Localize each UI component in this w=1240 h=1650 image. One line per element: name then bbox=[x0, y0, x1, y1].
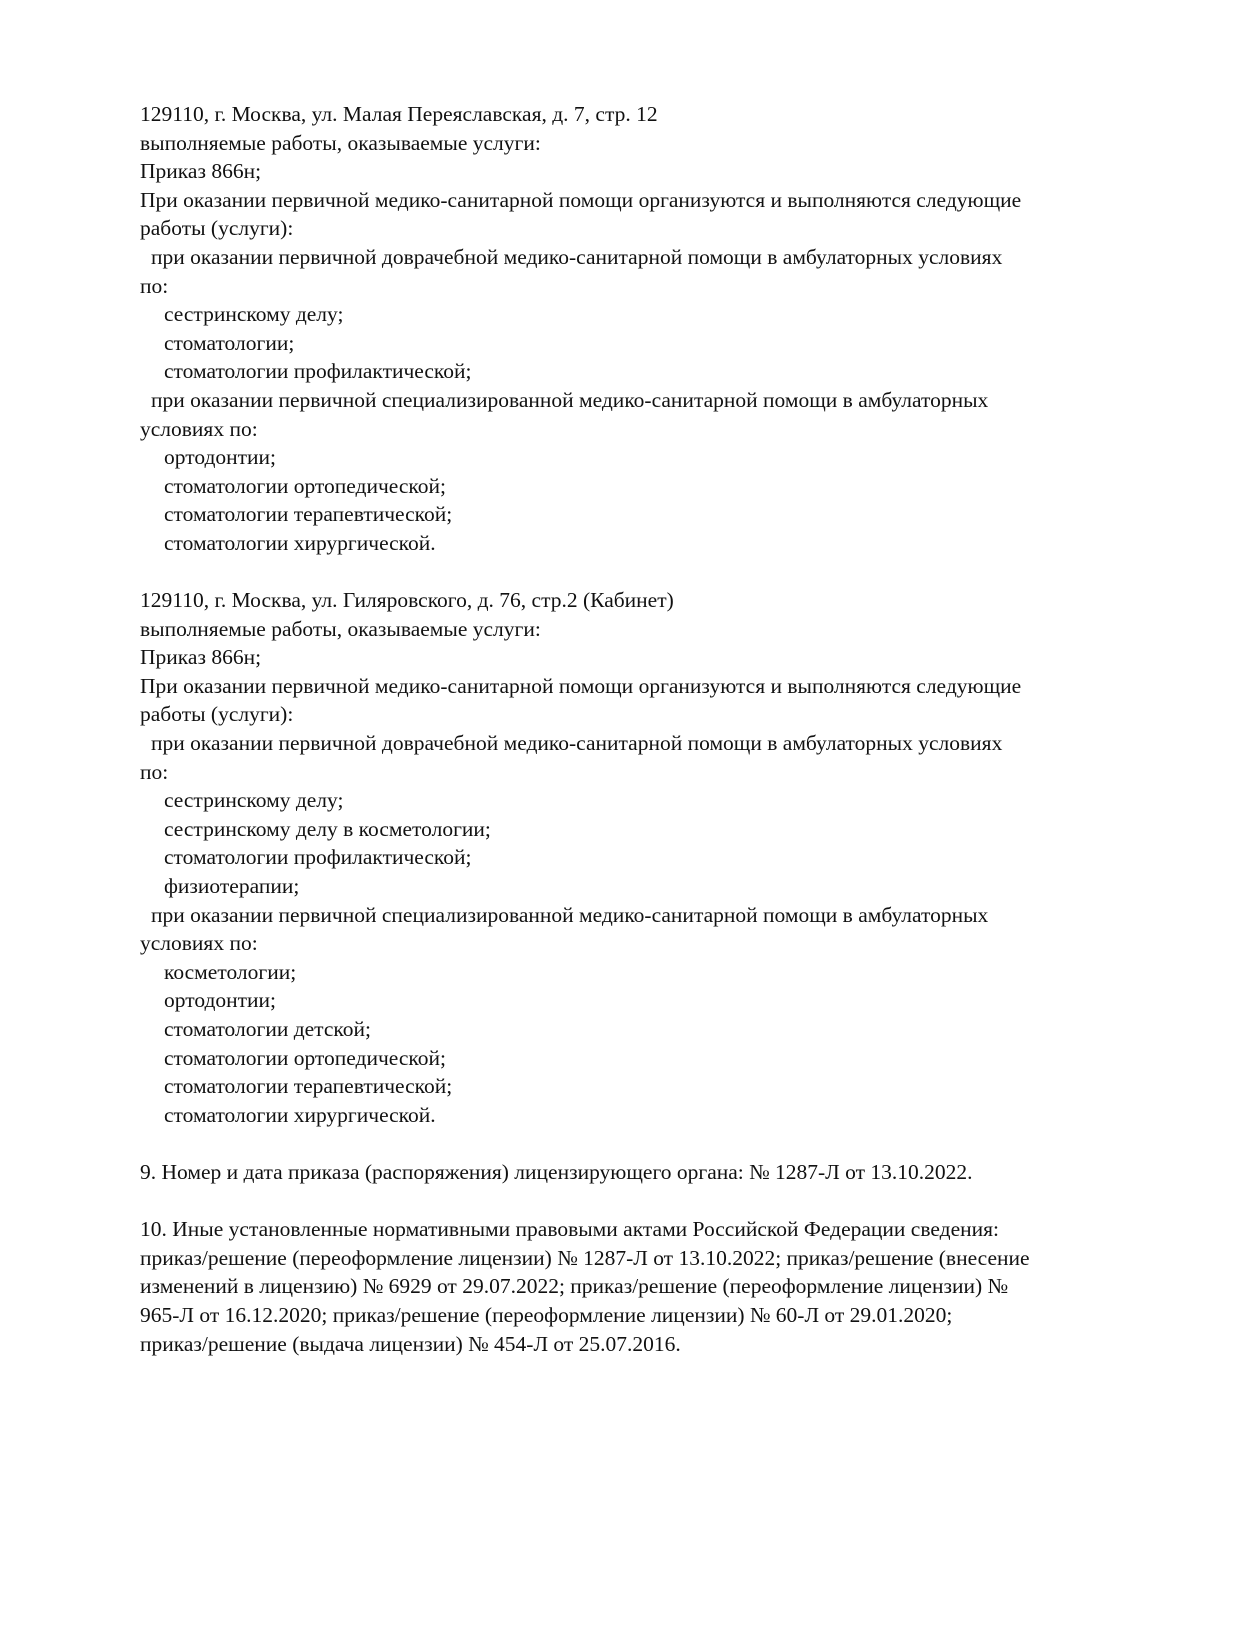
premedical-line1-1: при оказании первичной доврачебной медико-санитарной помощи в амбулаторных условиях bbox=[151, 244, 1003, 269]
item-10-line: приказ/решение (переоформление лицензии) № 1287-Л от 13.10.2022; приказ/решение (внесение bbox=[140, 1245, 1030, 1270]
works-label-2: выполняемые работы, оказываемые услуги: bbox=[140, 616, 541, 641]
list-item: ортодонтии; bbox=[164, 445, 277, 470]
item-10-other-info bbox=[140, 1215, 1130, 1358]
list-item: стоматологии хирургической. bbox=[164, 530, 436, 555]
premedical-line1-2: при оказании первичной доврачебной медико-санитарной помощи в амбулаторных условиях bbox=[151, 731, 1003, 756]
list-item: стоматологии профилактической; bbox=[164, 845, 472, 870]
list-item: физиотерапии; bbox=[164, 874, 300, 899]
premedical-line2-1: по: bbox=[140, 273, 169, 298]
list-item: ортодонтии; bbox=[164, 988, 277, 1013]
order-2: Приказ 866н; bbox=[140, 645, 262, 670]
specialized-line1-1: при оказании первичной специализированной медико-санитарной помощи в амбулаторных bbox=[151, 387, 989, 412]
item-9-order-number: 9. Номер и дата приказа (распоряжения) лицензирующего органа: № 1287-Л от 13.10.2022. bbox=[140, 1159, 973, 1184]
spacer bbox=[140, 1129, 1130, 1158]
intro-line1-1: При оказании первичной медико-санитарной помощи организуются и выполняются следующие bbox=[140, 187, 1022, 212]
list-item: сестринскому делу; bbox=[164, 302, 344, 327]
order-1: Приказ 866н; bbox=[140, 159, 262, 184]
item-10-line: изменений в лицензию) № 6929 от 29.07.2022; приказ/решение (переоформление лицензии) № bbox=[140, 1274, 1009, 1299]
intro-line1-2: При оказании первичной медико-санитарной помощи организуются и выполняются следующие bbox=[140, 673, 1022, 698]
list-item: стоматологии ортопедической; bbox=[164, 473, 447, 498]
intro-line2-1: работы (услуги): bbox=[140, 216, 294, 241]
specialized-line2-1: условиях по: bbox=[140, 416, 258, 441]
item-10-line: приказ/решение (выдача лицензии) № 454-Л от 25.07.2016. bbox=[140, 1331, 681, 1356]
spacer bbox=[140, 1187, 1130, 1216]
list-item: стоматологии профилактической; bbox=[164, 359, 472, 384]
item-10-line: 10. Иные установленные нормативными правовыми актами Российской Федерации сведения: bbox=[140, 1217, 999, 1242]
specialized-line2-2: условиях по: bbox=[140, 931, 258, 956]
address-2: 129110, г. Москва, ул. Гиляровского, д. 76, стр.2 (Кабинет) bbox=[140, 588, 674, 613]
list-item: стоматологии ортопедической; bbox=[164, 1045, 447, 1070]
specialized-line1-2: при оказании первичной специализированной медико-санитарной помощи в амбулаторных bbox=[151, 902, 989, 927]
list-item: стоматологии терапевтической; bbox=[164, 502, 453, 527]
address-1: 129110, г. Москва, ул. Малая Переяславская, д. 7, стр. 12 bbox=[140, 102, 658, 126]
list-item: стоматологии детской; bbox=[164, 1017, 371, 1041]
premedical-line2-2: по: bbox=[140, 759, 169, 784]
list-item: стоматологии хирургической. bbox=[164, 1102, 436, 1127]
document-page bbox=[140, 100, 1130, 1358]
spacer bbox=[140, 558, 1130, 587]
works-label-1: выполняемые работы, оказываемые услуги: bbox=[140, 130, 541, 155]
list-item: сестринскому делу; bbox=[164, 788, 344, 813]
list-item: косметологии; bbox=[164, 959, 297, 984]
list-item: стоматологии терапевтической; bbox=[164, 1074, 453, 1099]
list-item: сестринскому делу в косметологии; bbox=[164, 816, 491, 841]
list-item: стоматологии; bbox=[164, 330, 295, 355]
address-block-1 bbox=[140, 100, 1130, 558]
address-block-2 bbox=[140, 586, 1130, 1129]
item-10-line: 965-Л от 16.12.2020; приказ/решение (переоформление лицензии) № 60-Л от 29.01.2020; bbox=[140, 1302, 953, 1327]
intro-line2-2: работы (услуги): bbox=[140, 702, 294, 727]
